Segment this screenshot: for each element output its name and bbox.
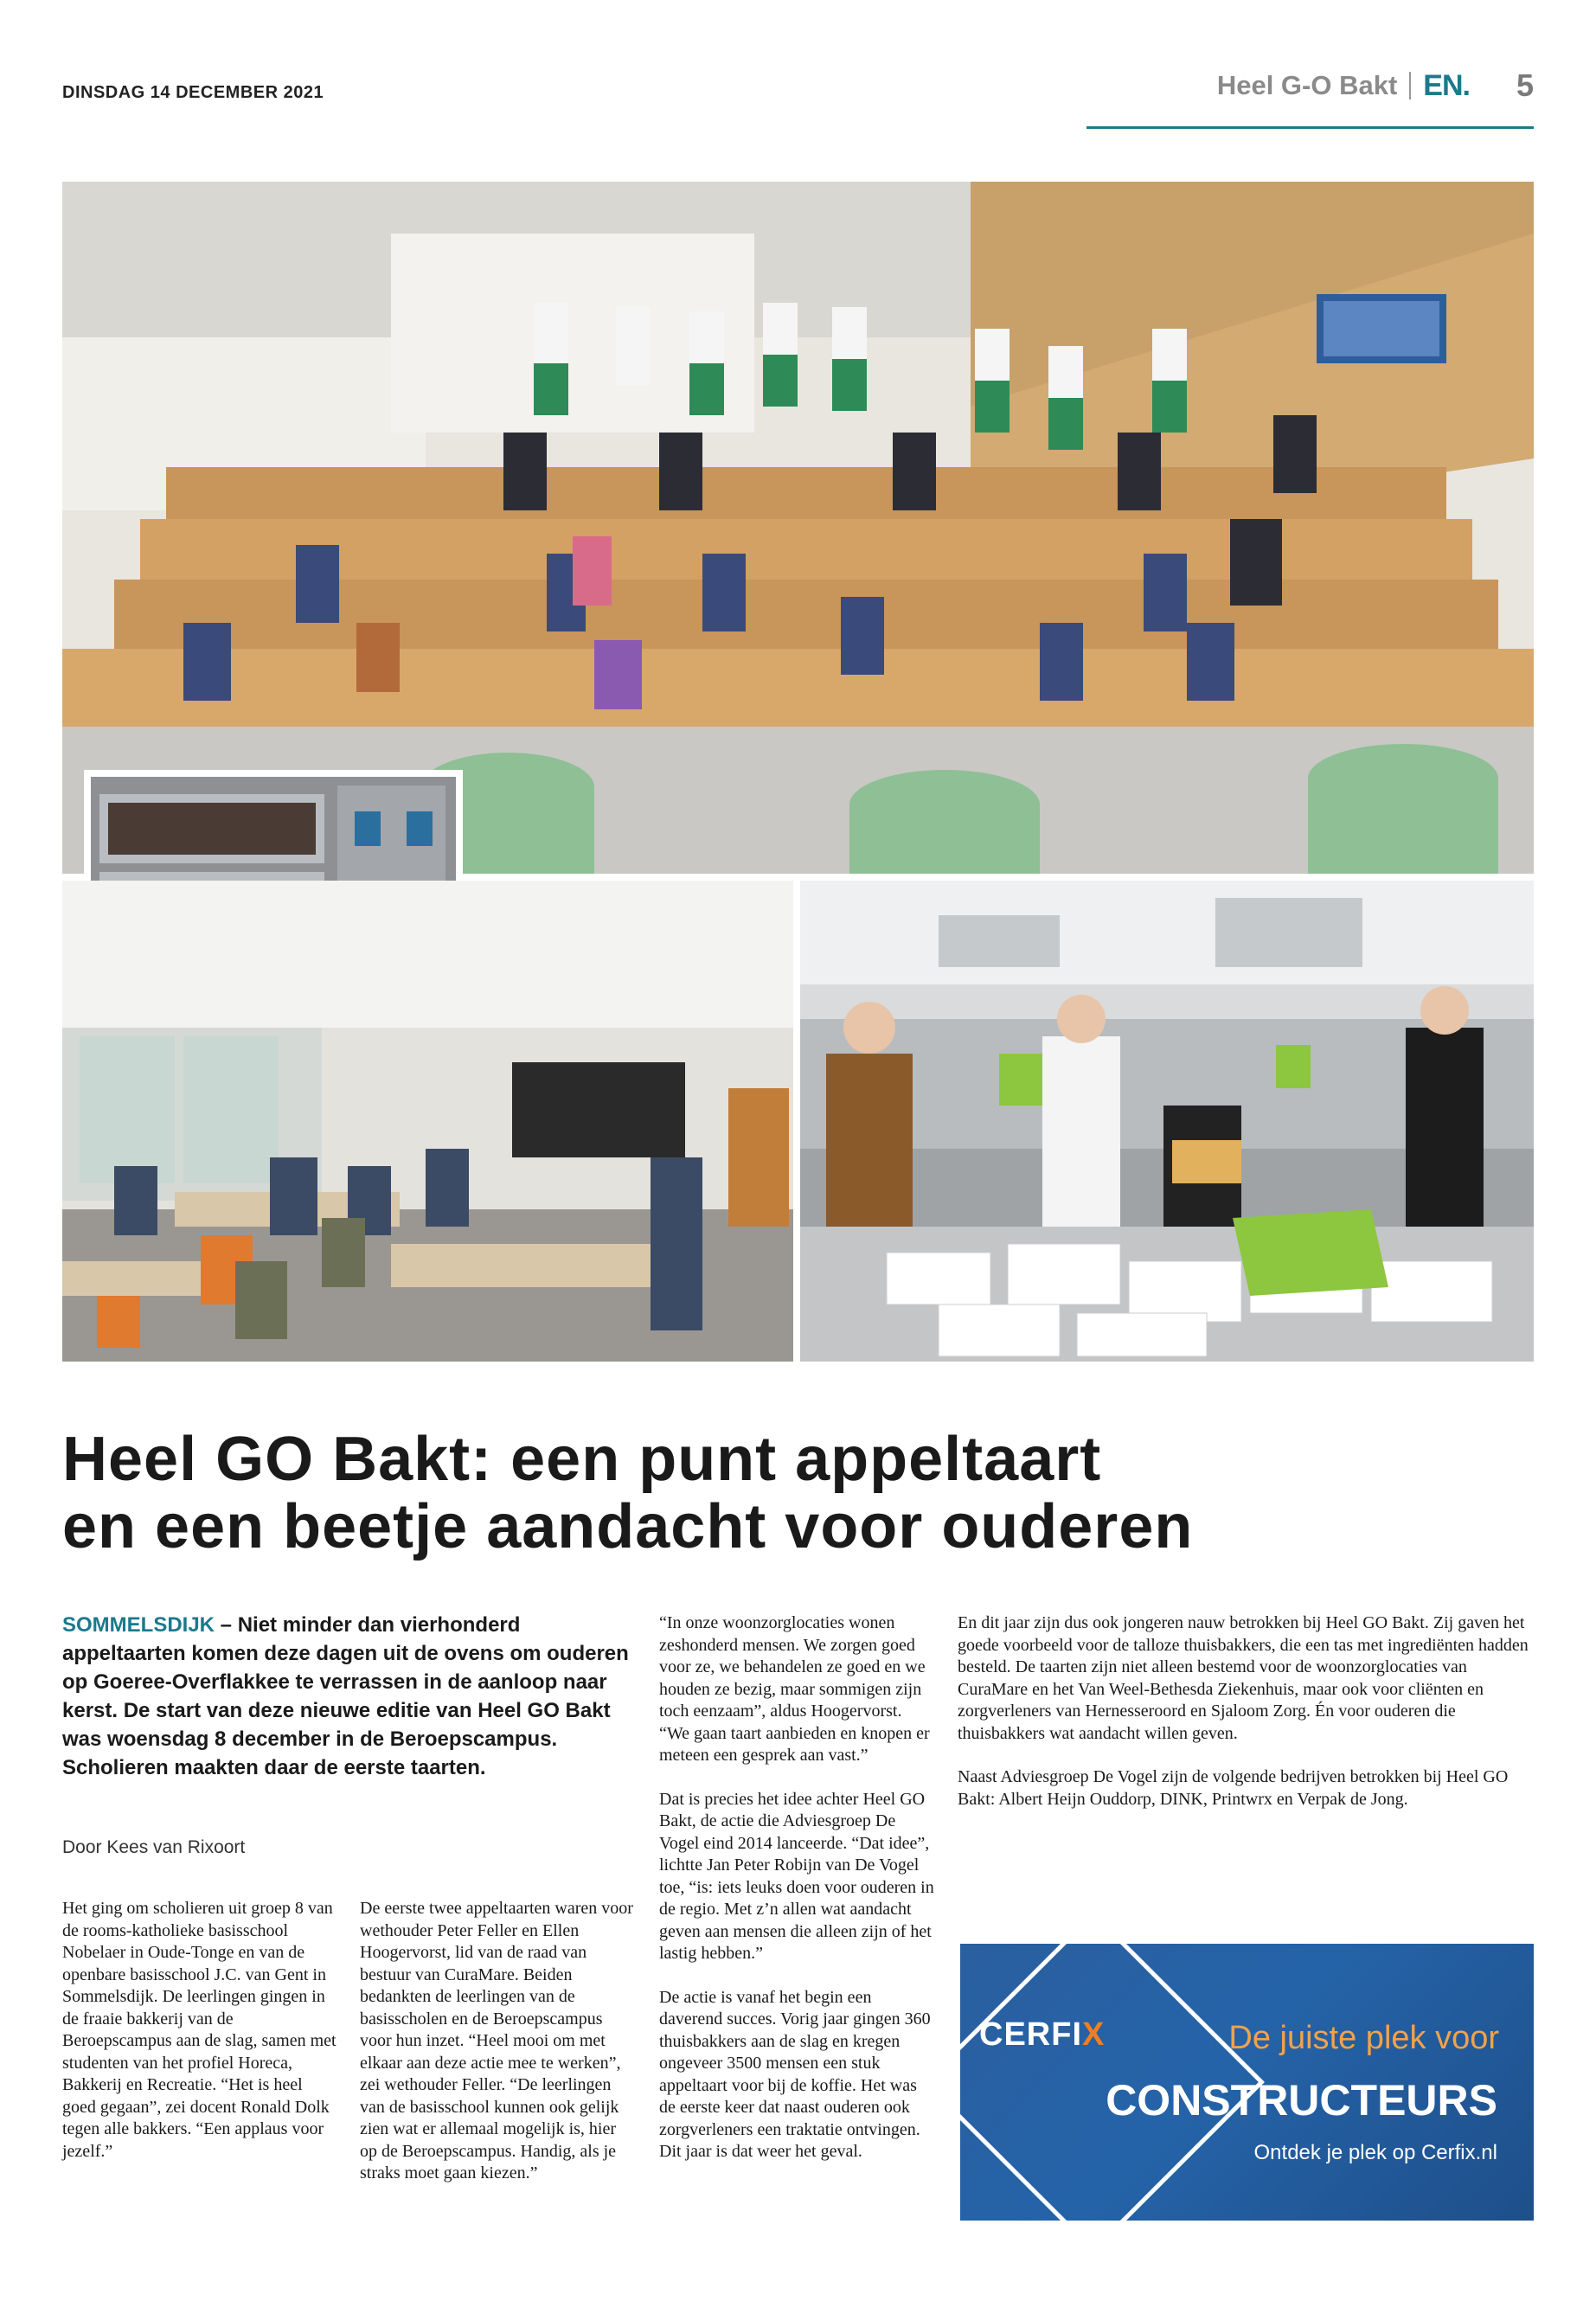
cerfix-brand xyxy=(979,2016,1105,2054)
paragraph: Naast Adviesgroep De Vogel zijn de volgende bedrijven betrokken bij Heel GO Bakt: Albert Heijn Ouddorp, DINK, Printwrx en Verpak de Jong. xyxy=(958,1767,1509,1809)
section-title: Heel G-O Bakt xyxy=(1216,70,1398,100)
lead-placename: SOMMELSDIJK xyxy=(62,1613,215,1637)
cerfix-brand-x: X xyxy=(1082,2016,1106,2053)
body-column-1 xyxy=(62,1898,337,2184)
cerfix-brand-main: CERFI xyxy=(979,2016,1082,2053)
page-number: 5 xyxy=(1516,67,1534,103)
ad-link-text[interactable]: Ontdek je plek op Cerfix.nl xyxy=(1253,2141,1497,2164)
page-date: DINSDAG 14 DECEMBER 2021 xyxy=(62,83,324,102)
headline-line-2: en een beetje aandacht voor ouderen xyxy=(62,1492,1194,1561)
newspaper-logo: EN. xyxy=(1423,68,1470,102)
headline-line-1: Heel GO Bakt: een punt appeltaart xyxy=(62,1425,1102,1494)
photo-classroom-students xyxy=(62,881,793,1362)
paragraph: Het ging om scholieren uit groep 8 van de rooms-katholieke basisschool Nobelaer in Oude-Tonge en van de openbare basisschool J.C. van Gent in Sommelsdijk. De leerlingen gingen in de fraaie bakkerij van de Beroepscampus aan de slag, samen met studenten van het profiel Horeca, Bakkerij en Recreatie. “Het is heel goed gegaan”, zei docent Ronald Dolk tegen alle bakkers. “Een applaus voor jezelf.” xyxy=(62,1899,337,2161)
header-rule xyxy=(1086,126,1534,129)
page-header xyxy=(1217,67,1534,104)
ad-tagline: De juiste plek voor xyxy=(1228,2020,1499,2056)
paragraph: En dit jaar zijn dus ook jongeren nauw betrokken bij Heel GO Bakt. Zij gaven het goede voorbeeld voor de talloze thuisbakkers, die een tas met ingrediënten hadden besteld. De taarten zijn niet alleen bestemd voor de woonzorglocaties van CuraMare en het Van Weel-Bethesda Ziekenhuis, maar ook voor cliënten en zorgverleners van Hernesseroord en Sjaloom Zorg. Én voor ouderen die thuisbakkers wat aandacht willen geven. xyxy=(958,1613,1529,1743)
lead-text: – Niet minder dan vierhonderd appeltaarten komen deze dagen uit de ovens om ouderen op Goeree-Overflakkee te verrassen in de aanloop naar kerst. De start van deze nieuwe editie van Heel GO Bakt was woensdag 8 december in de Beroepscampus. Scholieren maakten daar de eerste taarten. xyxy=(62,1613,629,1779)
paragraph: Dat is precies het idee achter Heel GO Bakt, de actie die Adviesgroep De Vogel eind 2014 lanceerde. “Dat idee”, lichtte Jan Peter Robijn van De Vogel toe, “is: iets leuks doen voor ouderen in de regio. Met z’n allen wat aandacht geven aan mensen die alleen zijn of het lastig hebben.” xyxy=(659,1789,934,1963)
body-column-4 xyxy=(958,1612,1534,1832)
photo-kitchen-appeltaarten xyxy=(800,881,1534,1362)
paragraph: “In onze woonzorglocaties wonen zeshonderd mensen. We zorgen goed voor ze, we behandelen ze goed en we houden ze bezig, maar sommigen zijn toch eenzaam”, aldus Hoogervorst. “We gaan taart aanbieden en knopen er meteen een gesprek aan vast.” xyxy=(659,1613,930,1765)
article-lead xyxy=(62,1611,633,1782)
ad-headline: CONSTRUCTEURS xyxy=(1106,2076,1497,2125)
paragraph: De actie is vanaf het begin een daverend succes. Vorig jaar gingen 360 thuisbakkers aan de slag en kregen ongeveer 3500 mensen een stuk appeltaart voor bij de koffie. Het was de eerste keer dat naast ouderen ook zorgverleners een traktatie ontvingen. Dit jaar is dat weer het geval. xyxy=(659,1987,931,2161)
paragraph: De eerste twee appeltaarten waren voor wethouder Peter Feller en Ellen Hoogervorst, lid van de raad van bestuur van CuraMare. Beiden bedankten de leerlingen van de basisscholen en de Beroepscampus voor hun inzet. “Heel mooi om met elkaar aan deze actie mee te werken”, zei wethouder Feller. “De leerlingen van de basisschool kunnen ook gelijk zien wat er allemaal mogelijk is, hier op de Beroepscampus. Handig, als je straks moet gaan kiezen.” xyxy=(360,1899,633,2182)
body-column-3 xyxy=(659,1612,934,2185)
cerfix-advertisement[interactable] xyxy=(960,1944,1534,2221)
byline: Door Kees van Rixoort xyxy=(62,1837,246,1857)
header-divider xyxy=(1409,72,1411,99)
article-headline xyxy=(62,1426,1533,1561)
body-column-2 xyxy=(360,1898,635,2207)
